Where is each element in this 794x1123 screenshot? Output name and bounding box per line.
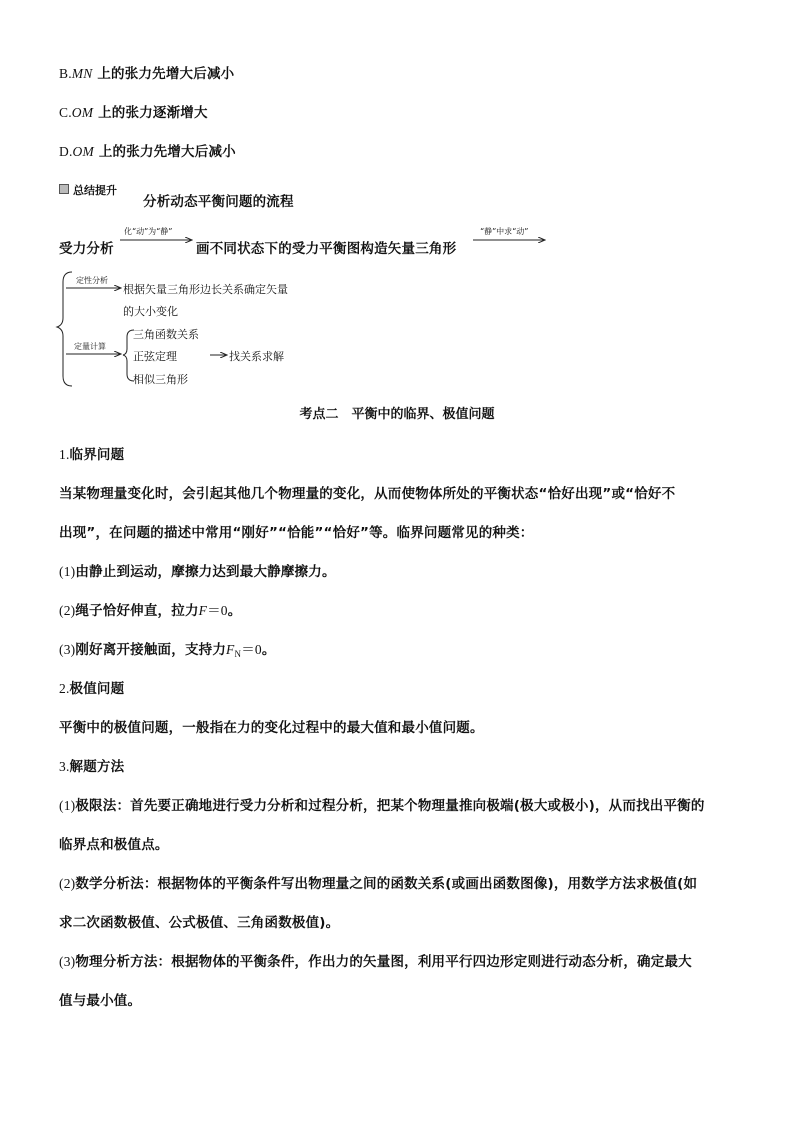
summary-tag-label: 总结提升 — [73, 184, 117, 197]
branch1-text-line2: 的大小变化 — [123, 305, 178, 318]
flow-result: 找关系求解 — [229, 350, 284, 363]
item2-end: 。 — [227, 603, 242, 619]
option-d-var: OM — [72, 144, 94, 159]
item2-var: F — [198, 603, 208, 618]
branch2-label: 定量计算 — [74, 342, 106, 351]
m3-line1-text: 物理分析方法：根据物体的平衡条件，作出力的矢量图，利用平行四边形定则进行动态分析，确定最大 — [75, 954, 692, 970]
option-c-prefix: C. — [59, 105, 72, 120]
part1-item-1 — [59, 560, 336, 580]
flow-arrow1-label: 化“动”为“静” — [124, 227, 173, 236]
part1-item-3 — [59, 638, 276, 659]
item1-num: (1) — [59, 564, 76, 579]
part2-num: 2. — [59, 681, 70, 696]
part3-heading — [59, 755, 124, 775]
summary-title: 分析动态平衡问题的流程 — [143, 194, 294, 210]
method2-line1 — [59, 872, 697, 892]
item2-text: 绳子恰好伸直，拉力 — [75, 603, 199, 619]
method3-line1 — [59, 950, 692, 970]
m2-num: (2) — [59, 876, 76, 891]
item3-var: F — [226, 642, 235, 657]
option-b-text: 上的张力先增大后减小 — [97, 66, 235, 82]
method-2: 正弦定理 — [133, 350, 177, 363]
item3-num: (3) — [59, 642, 76, 657]
part1-para-line2: 出现”，在问题的描述中常用“刚好”“恰能”“恰好”等。临界问题常见的种类： — [59, 525, 534, 541]
flow-brace — [57, 272, 72, 386]
m1-num: (1) — [59, 798, 76, 813]
part1-item-2 — [59, 599, 241, 619]
option-d-text: 上的张力先增大后减小 — [98, 144, 236, 160]
method-3: 相似三角形 — [133, 373, 188, 386]
part1-heading — [59, 443, 124, 463]
m3-num: (3) — [59, 954, 76, 969]
flow-arrow2-label: “静”中求“动” — [480, 227, 529, 236]
item2-num: (2) — [59, 603, 76, 618]
m2-line1-text: 数学分析法：根据物体的平衡条件写出物理量之间的函数关系(或画出函数图像)，用数学方法求极值(如 — [75, 876, 698, 892]
part1-num: 1. — [59, 447, 70, 462]
item3-text: 刚好离开接触面，支持力 — [75, 642, 227, 658]
part3-num: 3. — [59, 759, 70, 774]
method1-line1 — [59, 794, 705, 814]
flow-middle: 画不同状态下的受力平衡图构造矢量三角形 — [196, 241, 457, 257]
option-c-text: 上的张力逐渐增大 — [98, 105, 208, 121]
option-b-var: MN — [71, 66, 93, 81]
m1-line1-text: 极限法：首先要正确地进行受力分析和过程分析，把某个物理量推向极端(极大或极小)，从而找出平衡的 — [75, 798, 705, 814]
method2-line2: 求二次函数极值、公式极值、三角函数极值)。 — [59, 915, 340, 931]
item3-eq: ＝0 — [241, 642, 262, 657]
flow-start: 受力分析 — [59, 241, 114, 257]
part2-heading — [59, 677, 124, 697]
item1-text: 由静止到运动，摩擦力达到最大静摩擦力。 — [75, 564, 336, 580]
option-c-var: OM — [71, 105, 94, 120]
part2-para: 平衡中的极值问题，一般指在力的变化过程中的最大值和最小值问题。 — [59, 720, 484, 736]
branch1-text-line1: 根据矢量三角形边长关系确定矢量 — [123, 283, 288, 296]
method1-line2: 临界点和极值点。 — [59, 837, 169, 853]
part1-heading-text: 临界问题 — [69, 447, 125, 463]
part2-heading-text: 极值问题 — [69, 681, 125, 697]
item3-sub: N — [234, 649, 242, 659]
method-1: 三角函数关系 — [133, 328, 199, 341]
option-d-prefix: D. — [59, 144, 73, 159]
branch1-label: 定性分析 — [76, 276, 108, 285]
item3-end: 。 — [261, 642, 276, 658]
option-b-prefix: B. — [59, 66, 72, 81]
section-title: 考点二 平衡中的临界、极值问题 — [299, 407, 495, 422]
part1-para-line1: 当某物理量变化时，会引起其他几个物理量的变化，从而使物体所处的平衡状态“恰好出现”或“恰好不 — [59, 486, 676, 502]
part3-heading-text: 解题方法 — [69, 759, 125, 775]
flow-diagram-lines — [0, 0, 794, 400]
item2-eq: ＝0 — [207, 603, 228, 618]
method3-line2: 值与最小值。 — [59, 993, 142, 1009]
